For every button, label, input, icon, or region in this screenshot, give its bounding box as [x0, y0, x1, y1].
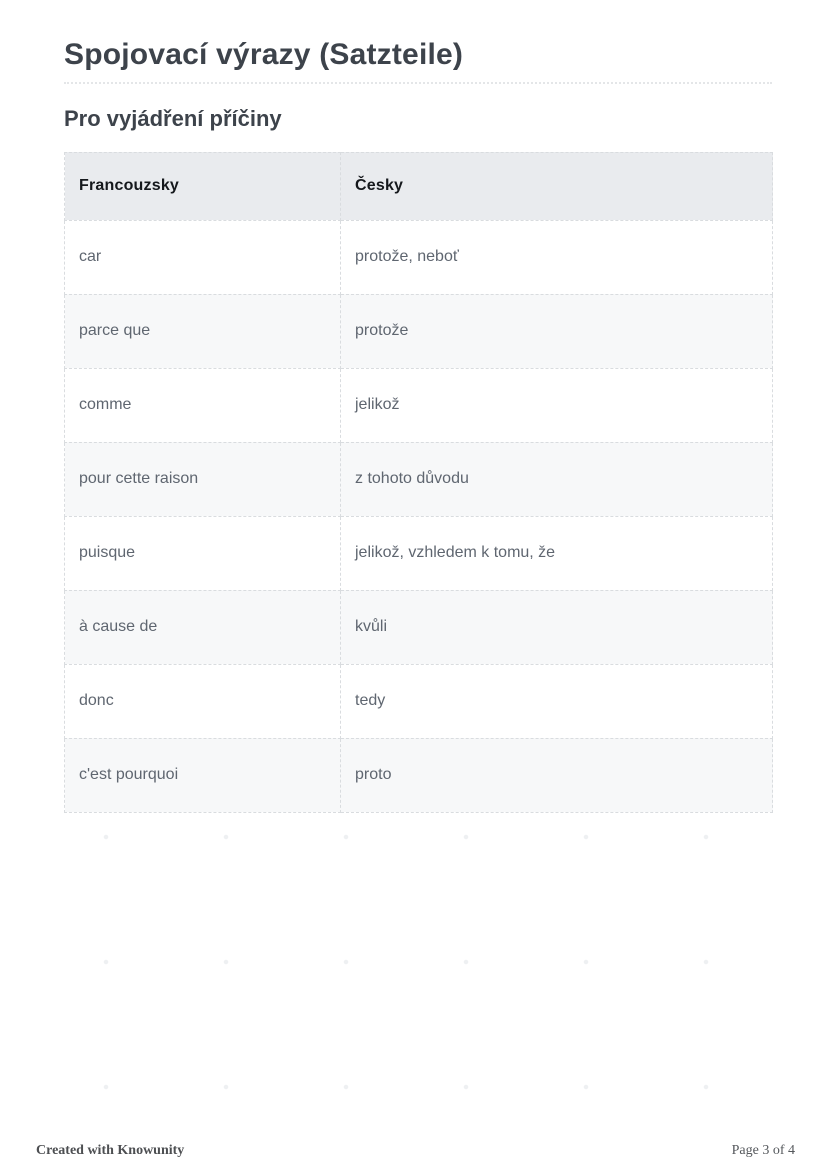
cell-french: donc	[65, 664, 341, 738]
table-row	[65, 664, 773, 738]
cell-czech: protože, neboť	[341, 220, 773, 294]
cell-french: car	[65, 220, 341, 294]
cell-french: c'est pourquoi	[65, 738, 341, 812]
cell-czech: protože	[341, 294, 773, 368]
dot-grid-background	[103, 834, 723, 1094]
cell-french: à cause de	[65, 590, 341, 664]
title-divider	[64, 82, 772, 84]
table-row	[65, 368, 773, 442]
vocabulary-table	[64, 152, 773, 813]
cell-czech: kvůli	[341, 590, 773, 664]
column-header-czech: Česky	[341, 152, 773, 220]
table-header-row	[65, 152, 773, 220]
page-footer	[36, 1143, 795, 1159]
cell-czech: jelikož, vzhledem k tomu, že	[341, 516, 773, 590]
cell-czech: tedy	[341, 664, 773, 738]
page-title: Spojovací výrazy (Satzteile)	[64, 38, 464, 71]
column-header-french: Francouzsky	[65, 152, 341, 220]
cell-czech: jelikož	[341, 368, 773, 442]
created-with-label: Created with Knowunity	[36, 1143, 185, 1158]
cell-french: comme	[65, 368, 341, 442]
cell-french: parce que	[65, 294, 341, 368]
cell-czech: z tohoto důvodu	[341, 442, 773, 516]
cell-czech: proto	[341, 738, 773, 812]
table-row	[65, 738, 773, 812]
page-number-indicator: Page 3 of 4	[731, 1143, 795, 1158]
table-row	[65, 294, 773, 368]
cell-french: pour cette raison	[65, 442, 341, 516]
table-row	[65, 220, 773, 294]
table-row	[65, 442, 773, 516]
section-title: Pro vyjádření příčiny	[64, 105, 282, 131]
table-row	[65, 590, 773, 664]
cell-french: puisque	[65, 516, 341, 590]
page-content	[64, 36, 772, 813]
table-row	[65, 516, 773, 590]
